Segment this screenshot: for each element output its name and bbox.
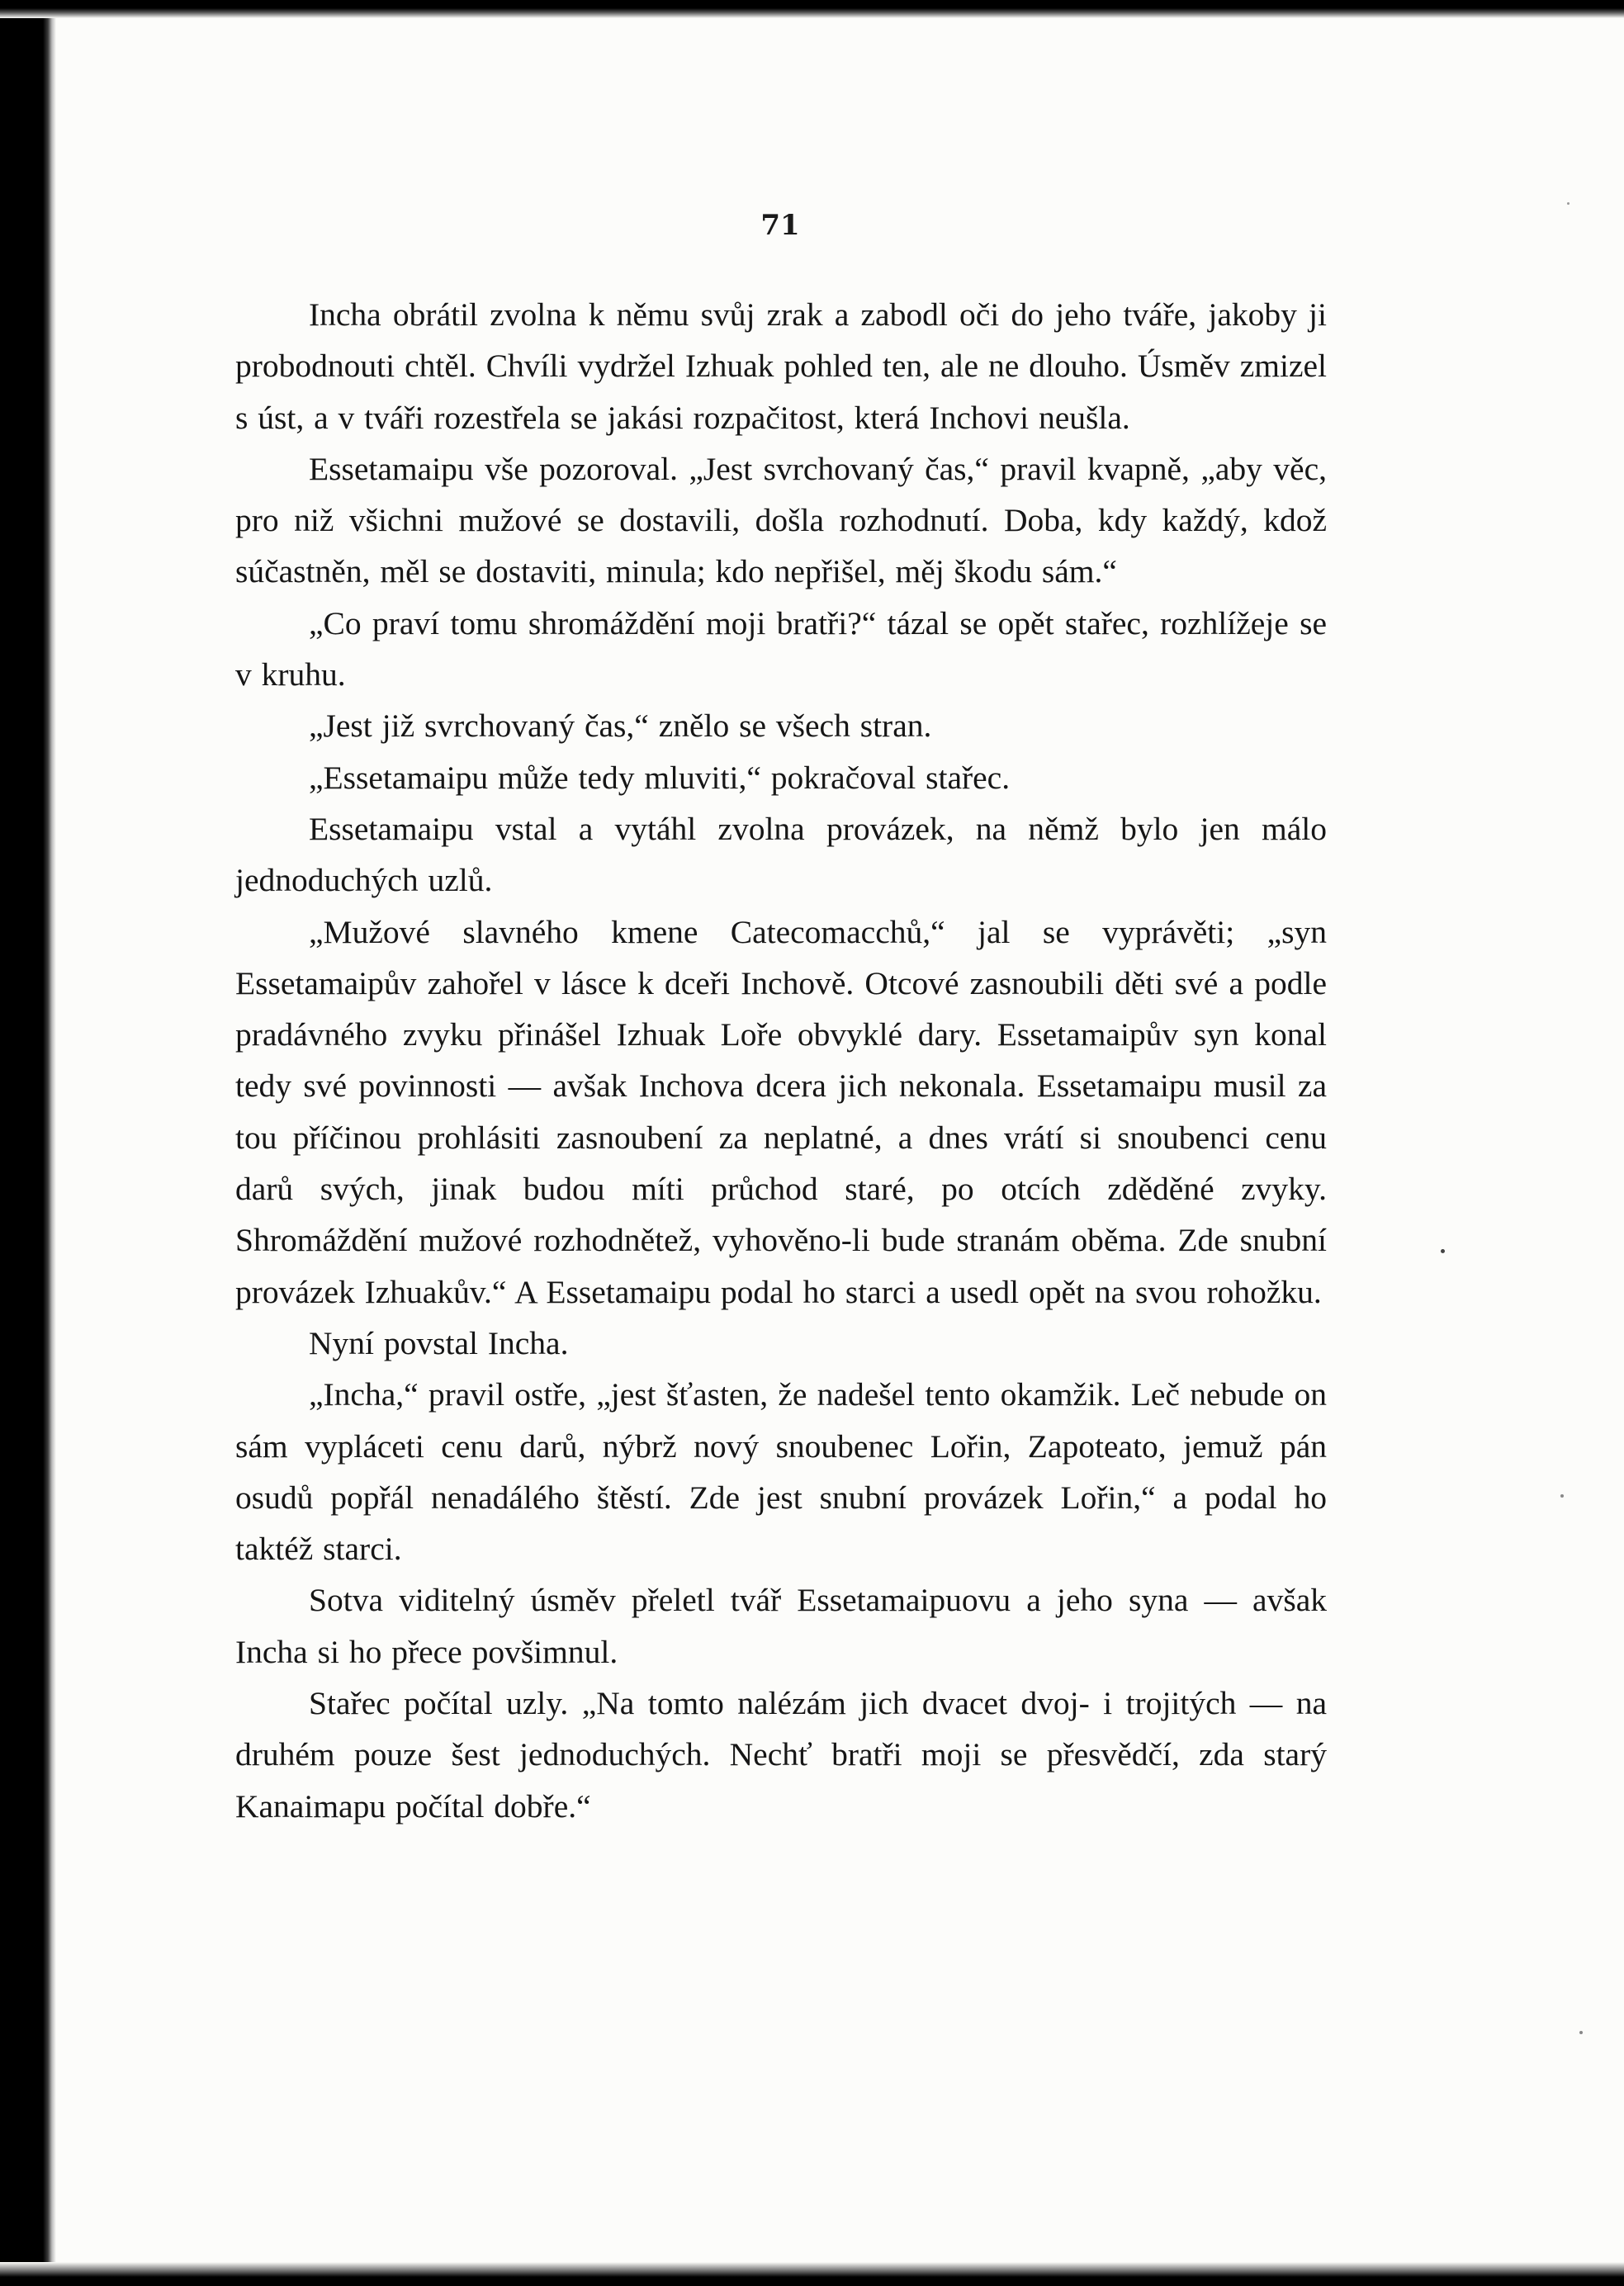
scan-speck <box>1441 1249 1445 1253</box>
scan-border-top <box>0 0 1624 18</box>
paragraph: Nyní povstal Incha. <box>309 1324 569 1361</box>
paragraph: „Mužové slavného kmene Catecomacchů,“ jal se vyprávěti; „syn Essetamaipův zahořel v lásce k dceři Inchově. Otcové zasnoubili děti své a podle pradávného zvyku přinášel Izhuak Loře obvyklé dary. Essetamaipův syn konal tedy své povinnosti — avšak Inchova dcera jich nekonala. Essetamaipu musil za tou příčinou prohlásiti zasnoubení za neplatné, a dnes vrátí si snoubenci cenu darů svých, jinak budou míti průchod staré, po otcích zděděné zvyky. Shromáždění mužové rozhodnětež, vyhověno-li bude stranám oběma. Zde snubní provázek Izhuakův.“ A Essetamaipu podal ho starci a usedl opět na svou rohožku. <box>235 913 1327 1310</box>
paragraph: Essetamaipu vstal a vytáhl zvolna provázek, na němž bylo jen málo jednoduchých uzlů. <box>235 810 1327 899</box>
scan-speck <box>1567 202 1570 205</box>
paragraph: „Incha,“ pravil ostře, „jest šťasten, že nadešel tento okamžik. Leč nebude on sám vypláceti cenu darů, nýbrž nový snoubenec Lořin, Zapoteato, jemuž pán osudů popřál nenadálého štěstí. Zde jest snubní provázek Lořin,“ a podal ho taktéž starci. <box>235 1376 1327 1568</box>
paragraph: „Jest již svrchovaný čas,“ znělo se všech stran. <box>309 708 932 745</box>
paragraph: Incha obrátil zvolna k němu svůj zrak a zabodl oči do jeho tváře, jakoby ji probodnouti chtěl. Chvíli vydržel Izhuak pohled ten, ale ne dlouho. Úsměv zmizel s úst, a v tváři rozestřela se jakási rozpačitost, která Inchovi neušla. <box>235 296 1327 436</box>
paragraph: Stařec počítal uzly. „Na tomto nalézám jich dvacet dvoj- i trojitých — na druhém pouze šest jednoduchých. Nechť bratři moji se přesvědčí, zda starý Kanaimapu počítal dobře.“ <box>235 1685 1327 1825</box>
page-number: 71 <box>760 209 800 242</box>
paragraph: Sotva viditelný úsměv přeletl tvář Essetamaipuovu a jeho syna — avšak Incha si ho přece povšimnul. <box>235 1582 1327 1670</box>
paragraph: Essetamaipu vše pozoroval. „Jest svrchovaný čas,“ pravil kvapně, „aby věc, pro niž všichni mužové se dostavili, došla rozhodnutí. Doba, kdy každý, kdož súčastněn, měl se dostaviti, minula; kdo nepřišel, měj škodu sám.“ <box>235 450 1327 590</box>
paragraph: „Co praví tomu shromáždění moji bratři?“ tázal se opět stařec, rozhlížeje se v kruhu. <box>235 604 1327 693</box>
paragraph: „Essetamaipu může tedy mluviti,“ pokračoval stařec. <box>309 759 1011 796</box>
scan-border-left <box>0 0 56 2286</box>
scan-border-bottom <box>0 2262 1624 2286</box>
scan-speck <box>1560 1494 1564 1498</box>
body-text <box>235 289 1327 1832</box>
scan-speck <box>1579 2031 1583 2034</box>
